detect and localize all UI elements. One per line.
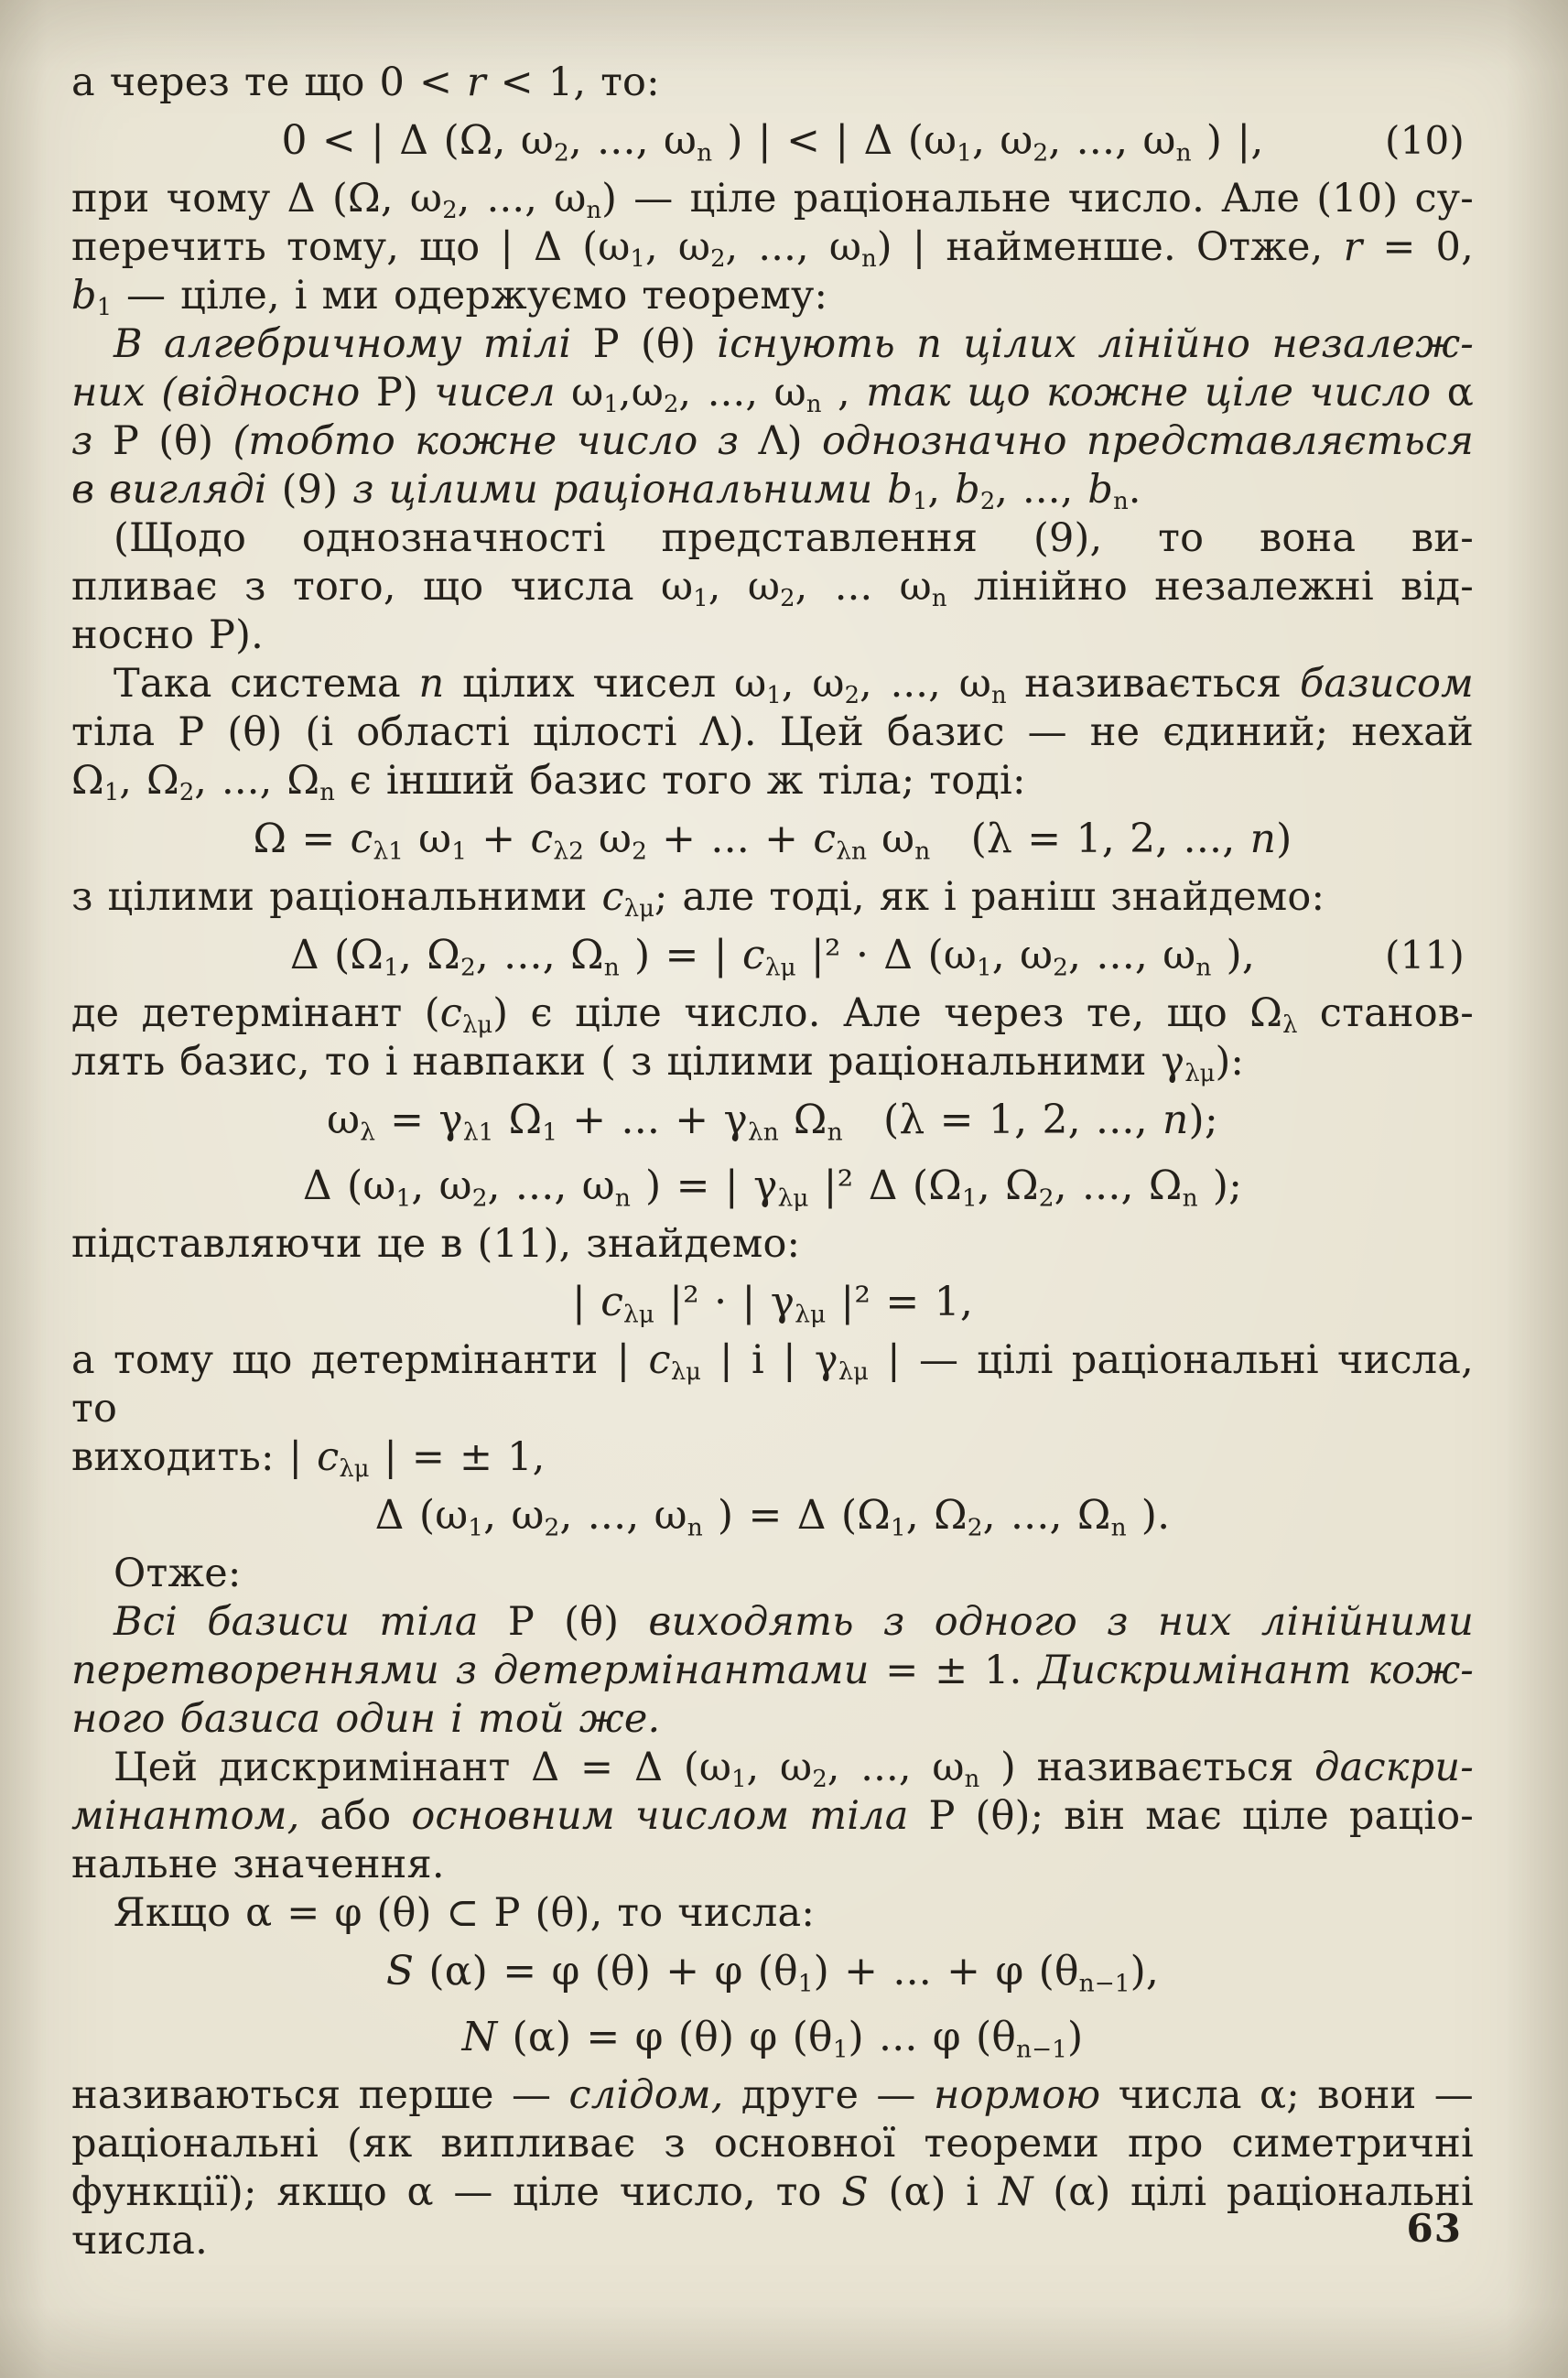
text-line: носно P). (71, 612, 265, 658)
formula-line: $\Omega = c_{\lambda 1}$ $\omega_1 + c_{\lambda 2}$ $\omega_2$ + ... + $c_{\lambda n}$ $\omega_n$ (λ = 1, 2, ..., n) (253, 816, 1292, 866)
equation-number: (11) (1384, 933, 1465, 978)
text-line: а тому що детермінанти | $c_{\lambda\mu}$ | і | $\gamma_{\lambda\mu}$ | — цілі раціональні числа, то (71, 1337, 1474, 1432)
text-line: В алгебричному тілі P (θ) існують n цілих лінійно незалеж- (114, 321, 1475, 367)
text-line: $b_1$ — ціле, і ми одержуємо теорему: (71, 273, 828, 322)
text-line: а через те що 0 < r < 1, то: (71, 59, 660, 105)
formula-line: Δ ($\omega_1$, $\omega_2$, ..., $\omega_n$ ) = Δ ($\Omega_1$, $\Omega_2$, ..., $\Omega_n$ ). (374, 1492, 1171, 1542)
formula-line: $\omega_\lambda = \gamma_{\lambda 1}$ $\Omega_1$ + ... + $\gamma_{\lambda n}$ $\Omega_n$ (λ = 1, 2, ..., n); (327, 1097, 1218, 1147)
formula-line: | $c_{\lambda\mu}$ |² · | $\gamma_{\lambda\mu}$ |² = 1, (571, 1279, 974, 1329)
text-line: де детермінант $(c_{\lambda\mu})$ є ціле число. Але через те, що $\Omega_\lambda$ станов- (71, 990, 1474, 1040)
text-line: при чому Δ (Ω, $\omega_2$, ..., $\omega_n$) — ціле раціональне число. Але (10) су- (71, 176, 1474, 225)
text-line: називаються перше — слідом, друге — нормою числа α; вони — (71, 2072, 1474, 2118)
text-line: перечить тому, що | Δ ($\omega_1$, $\omega_2$, ..., $\omega_n$) | найменше. Отже, r = 0, (71, 224, 1474, 274)
text-line: тіла P (θ) (і області цілості Λ). Цей базис — не єдиний; нехай (71, 709, 1474, 755)
page-number: 63 (1406, 2206, 1462, 2251)
formula-line: N (α) = φ (θ) φ $(\theta_1)$ ... φ $(\theta_{n-1})$ (461, 2014, 1084, 2064)
text-line: з P (θ) (тобто кожне число з Λ) однозначно представляється (71, 418, 1474, 464)
text-line: Отже: (114, 1551, 242, 1596)
text-line: виходить: | $c_{\lambda\mu}$ | = ± 1, (71, 1434, 546, 1484)
text-line: функції); якщо α — ціле число, то S (α) і N (α) цілі раціональні (71, 2169, 1474, 2215)
text-line: раціональні (як випливає з основної теореми про симетричні (71, 2121, 1474, 2167)
text-line: з цілими раціональними $c_{\lambda\mu}$; але тоді, як і раніш знайдемо: (71, 874, 1325, 924)
text-line: нальне значення. (71, 1842, 445, 1887)
formula-line: S (α) = φ (θ) + φ $(\theta_1)$ + ... + φ $(\theta_{n-1})$, (385, 1948, 1160, 1998)
equation-number: (10) (1384, 118, 1465, 163)
text-line: Така система n цілих чисел $\omega_1$, $\omega_2$, ..., $\omega_n$ називається базисом (114, 661, 1474, 710)
text-line: Всі базиси тіла P (θ) виходять з одного з них лінійними (114, 1599, 1474, 1645)
text-line: мінантом, або основним числом тіла P (θ); він має ціле раціо- (71, 1793, 1475, 1839)
text-line: перетвореннями з детермінантами = ± 1. Дискримінант кож- (71, 1648, 1475, 1693)
text-line: Якщо α = φ (θ) ⊂ P (θ), то числа: (114, 1890, 816, 1936)
text-line: ного базиса один і той же. (71, 1696, 661, 1742)
text-line: лять базис, то і навпаки ( з цілими раціональними $\gamma_{\lambda\mu}$): (71, 1039, 1245, 1088)
text-line: підставляючи це в (11), знайдемо: (71, 1221, 801, 1267)
formula-line: Δ ($\omega_1$, $\omega_2$, ..., $\omega_n$ ) = | $\gamma_{\lambda\mu}$ |² Δ ($\Omega_1$, $\Omega_2$, ..., $\Omega_n$ ); (302, 1162, 1243, 1213)
text-line: (Щодо однозначності представлення (9), то вона ви- (114, 515, 1474, 561)
text-line: числа. (71, 2218, 208, 2264)
page-text (71, 59, 1474, 2265)
formula-line: Δ ($\Omega_1$, $\Omega_2$, ..., $\Omega_n$ ) = | $c_{\lambda\mu}$ |² · Δ ($\omega_1$, $\omega_2$, ..., $\omega_n$ ), (11) (71, 924, 1474, 988)
formula-line: 0 < | Δ (Ω, $\omega_2$, ..., $\omega_n$ ) | < | Δ ($\omega_1$, $\omega_2$, ..., $\omega_n$ ) |, (10) (71, 109, 1474, 173)
text-line: Цей дискримінант Δ = Δ ($\omega_1$, $\omega_2$, ..., $\omega_n$ ) називається даскри- (114, 1745, 1474, 1794)
text-line: пливає з того, що числа $\omega_1$, $\omega_2$, ... $\omega_n$ лінійно незалежні від- (71, 564, 1474, 613)
text-line: в вигляді (9) з цілими раціональними $b_1$, $b_2$, ..., $b_n$. (71, 467, 1141, 516)
text-line: $\Omega_1$, $\Omega_2$, ..., $\Omega_n$ є інший базис того ж тіла; тоді: (71, 758, 1026, 807)
text-line: них (відносно P) чисел $\omega_1,\omega_2$, ..., $\omega_n$ , так що кожне ціле число α (71, 370, 1475, 419)
